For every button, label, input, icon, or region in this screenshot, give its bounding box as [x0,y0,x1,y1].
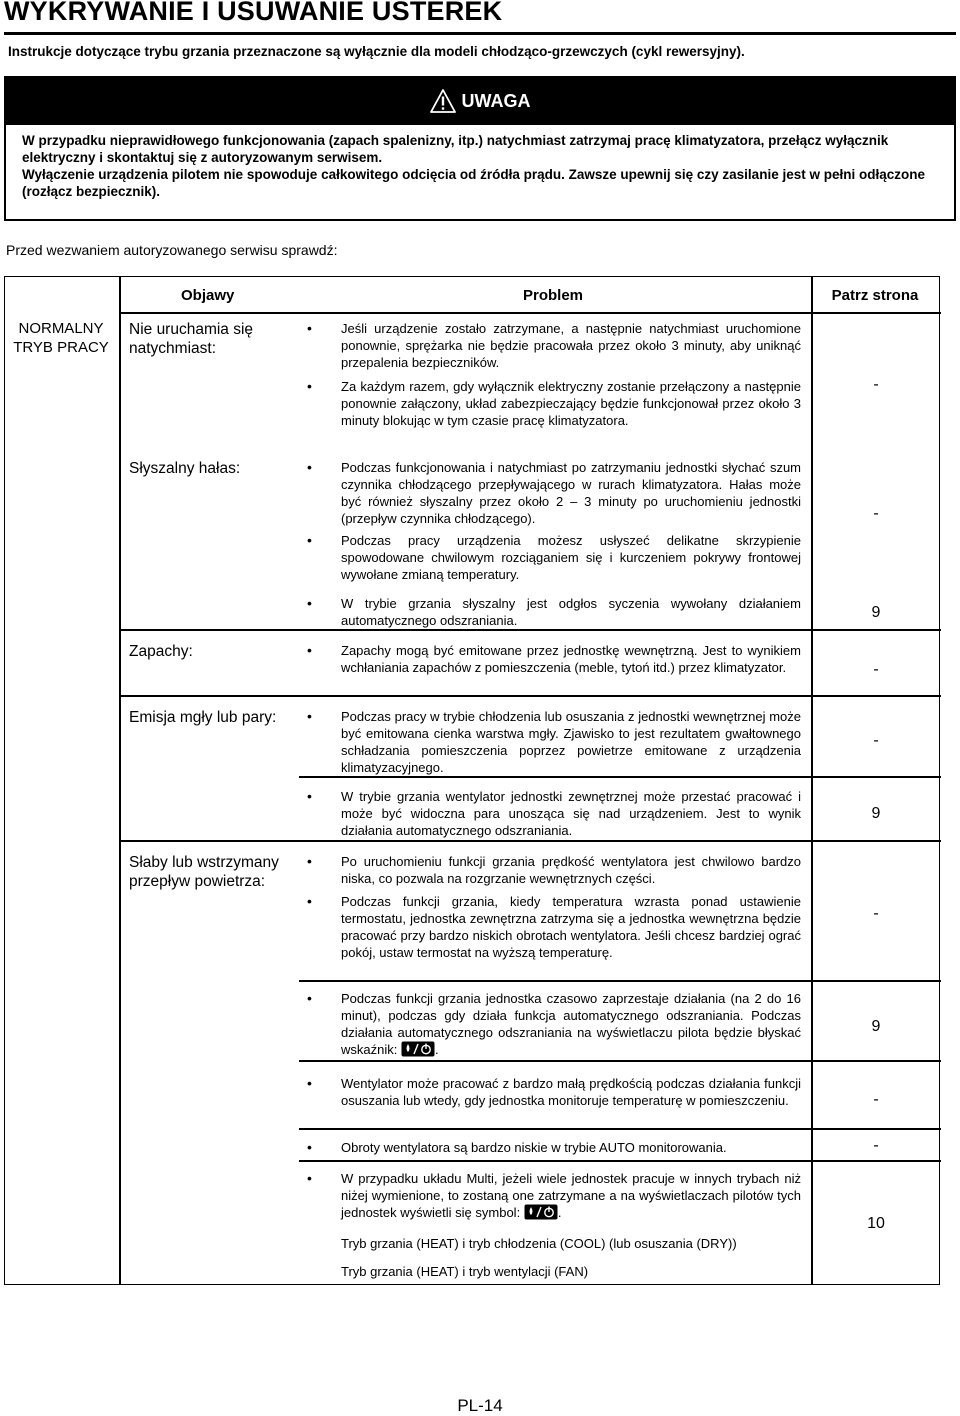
bullet-icon: • [307,990,312,1006]
warning-label: UWAGA [461,91,531,111]
problem-item: Wentylator może pracować z bardzo małą prędkością podczas działania funkcji osuszania lub wtedy, gdy jednostka monitoruje temperaturę w pomieszczeniu. [341,1076,801,1108]
check-prompt: Przed wezwaniem autoryzowanego serwisu sprawdź: [6,242,338,258]
page-ref: - [873,905,879,922]
title-rule [4,32,956,35]
column-divider [119,277,121,1284]
bullet-icon: • [307,459,312,475]
warning-line-2: Wyłączenie urządzenia pilotem nie spowoduje całkowitego odcięcia od źródła prądu. Zawsze upewnij się czy zasilanie jest w pełni odłączone (rozłącz bezpiecznik). [22,167,925,199]
row-divider [299,776,941,778]
row-divider [299,980,941,982]
mode-label: NORMALNY TRYB PRACY [13,320,109,356]
problem-item: Podczas funkcji grzania, kiedy temperatura wzrasta ponad ustawienie termostatu, jednostka zewnętrzna zatrzyma się a jednostka wewnętrzna będzie pracować przy bardzo niskich obrotach wentylatora. Jeśli chcesz bardziej ograć pokój, ustaw termostat na wyższą temperaturę. [341,894,801,960]
bullet-icon: • [307,642,312,658]
sub-line: Tryb grzania (HEAT) i tryb chłodzenia (COOL) (lub osuszania (DRY)) [341,1236,737,1251]
symptom-not-starting: Nie uruchamia się natychmiast: [129,321,254,357]
problem-item: Podczas pracy w trybie chłodzenia lub osuszania z jednostki wewnętrznej może być emitowana cienka warstwa mgły. Zjawisko to jest rezultatem gwałtownego schładzania pomieszczenia poprzez powietrze emitowane z urządzenia klimatyzacyjnego. [341,709,801,775]
warning-box [4,76,956,221]
bullet-icon: • [307,1139,312,1155]
page-ref: - [873,376,879,393]
defrost-standby-icon [524,1204,558,1220]
troubleshooting-table [4,276,940,1285]
symptom-noise: Słyszalny hałas: [129,460,241,477]
row-divider [119,695,941,697]
problem-item: Za każdym razem, gdy wyłącznik elektryczny zostanie przełączony a następnie ponownie załączony, układ zabezpieczający będzie funkcjonował przez około 3 minuty blokując w tym czasie pracę klimatyzatora. [341,379,801,428]
header-symptoms: Objawy [181,287,235,304]
bullet-icon: • [307,532,312,548]
row-divider [299,1160,941,1162]
page-ref: - [873,505,879,522]
bullet-icon: • [307,595,312,611]
page-ref: 10 [867,1215,885,1232]
problem-item: W trybie grzania słyszalny jest odgłos syczenia wywołany działaniem automatycznego odszraniania. [341,596,801,628]
bullet-icon: • [307,893,312,909]
intro-text: Instrukcje dotyczące trybu grzania przeznaczone są wyłącznie dla modeli chłodząco-grzewczych (cykl rewersyjny). [8,44,745,59]
problem-item: Podczas funkcjonowania i natychmiast po zatrzymaniu jednostki słychać szum czynnika chłodzącego przepływającego w rurach klimatyzatora. Hałas może być również słyszalny przez około 2 – 3 minuty po uruchomieniu jednostki (przepływ czynnika chłodzącego). [341,460,801,526]
problem-item: W przypadku układu Multi, jeżeli wiele jednostek pracuje w innych trybach niż niżej wymienione, to zostaną one zatrzymane a na wyświetlaczach pilotów tych jednostek wyświetli się symbol: . [341,1171,801,1220]
row-divider [299,1060,941,1062]
bullet-icon: • [307,378,312,394]
page-ref: 9 [871,604,881,621]
bullet-icon: • [307,708,312,724]
page-ref: - [873,732,879,749]
bullet-icon: • [307,853,312,869]
problem-item: Po uruchomieniu funkcji grzania prędkość wentylatora jest chwilowo bardzo niska, co pozwala na rozgrzanie wewnętrznych części. [341,854,801,886]
column-divider [811,277,813,1284]
problem-item: Zapachy mogą być emitowane przez jednostkę wewnętrzną. Jest to wynikiem wchłaniania zapachów z pomieszczenia (meble, tytoń itd.) przez klimatyzator. [341,643,801,675]
bullet-icon: • [307,1075,312,1091]
symptom-odors: Zapachy: [129,643,193,660]
defrost-standby-icon [401,1041,435,1057]
row-divider [119,840,941,842]
problem-item: Jeśli urządzenie zostało zatrzymane, a następnie natychmiast uruchomione ponownie, sprężarka nie będzie pracowała przez około 3 minuty, aby uniknąć przepalenia bezpieczników. [341,321,801,370]
page-number: PL-14 [457,1396,503,1415]
symptom-mist: Emisja mgły lub pary: [129,709,277,726]
page-ref: - [873,661,879,678]
sub-line: Tryb grzania (HEAT) i tryb wentylacji (FAN) [341,1264,589,1279]
bullet-icon: • [307,788,312,804]
header-divider [119,312,941,314]
header-see-page: Patrz strona [831,287,919,304]
warning-triangle-icon [430,89,456,113]
bullet-icon: • [307,1170,312,1186]
problem-item: Podczas pracy urządzenia możesz usłyszeć delikatne skrzypienie spowodowane chwilowym rozciąganiem się i kurczeniem pokrywy frontowej wywołane zmianą temperatury. [341,533,801,582]
problem-item: Podczas funkcji grzania jednostka czasowo zaprzestaje działania (na 2 do 16 minut), podczas gdy działa funkcja automatycznego odszraniania. Podczas działania automatycznego odszraniania na wyświetlaczu pilota będzie błyskać wskaźnik: . [341,991,801,1057]
problem-item: Obroty wentylatora są bardzo niskie w trybie AUTO monitorowania. [341,1140,727,1155]
bullet-icon: • [307,320,312,336]
row-divider [299,1128,941,1130]
page-ref: 9 [871,1018,881,1035]
page-ref: 9 [871,805,881,822]
problem-item: W trybie grzania wentylator jednostki zewnętrznej może przestać pracować i może być widoczna para unosząca się nad urządzeniem. Jest to wynik działania automatycznego odszraniania. [341,789,801,838]
symptom-weak-airflow: Słaby lub wstrzymany przepływ powietrza: [129,854,279,890]
row-divider [119,629,941,631]
page-ref: - [873,1091,879,1108]
header-problem: Problem [523,287,584,304]
page-title: WYKRYWANIE I USUWANIE USTEREK [4,0,503,26]
warning-body [6,125,954,200]
warning-line-1: W przypadku nieprawidłowego funkcjonowania (zapach spalenizny, itp.) natychmiast zatrzymaj pracę klimatyzatora, przełącz wyłącznik elektryczny i skontaktuj się z autoryzowanym serwisem. [22,133,889,165]
warning-header [6,78,954,125]
page-ref: - [873,1137,879,1154]
